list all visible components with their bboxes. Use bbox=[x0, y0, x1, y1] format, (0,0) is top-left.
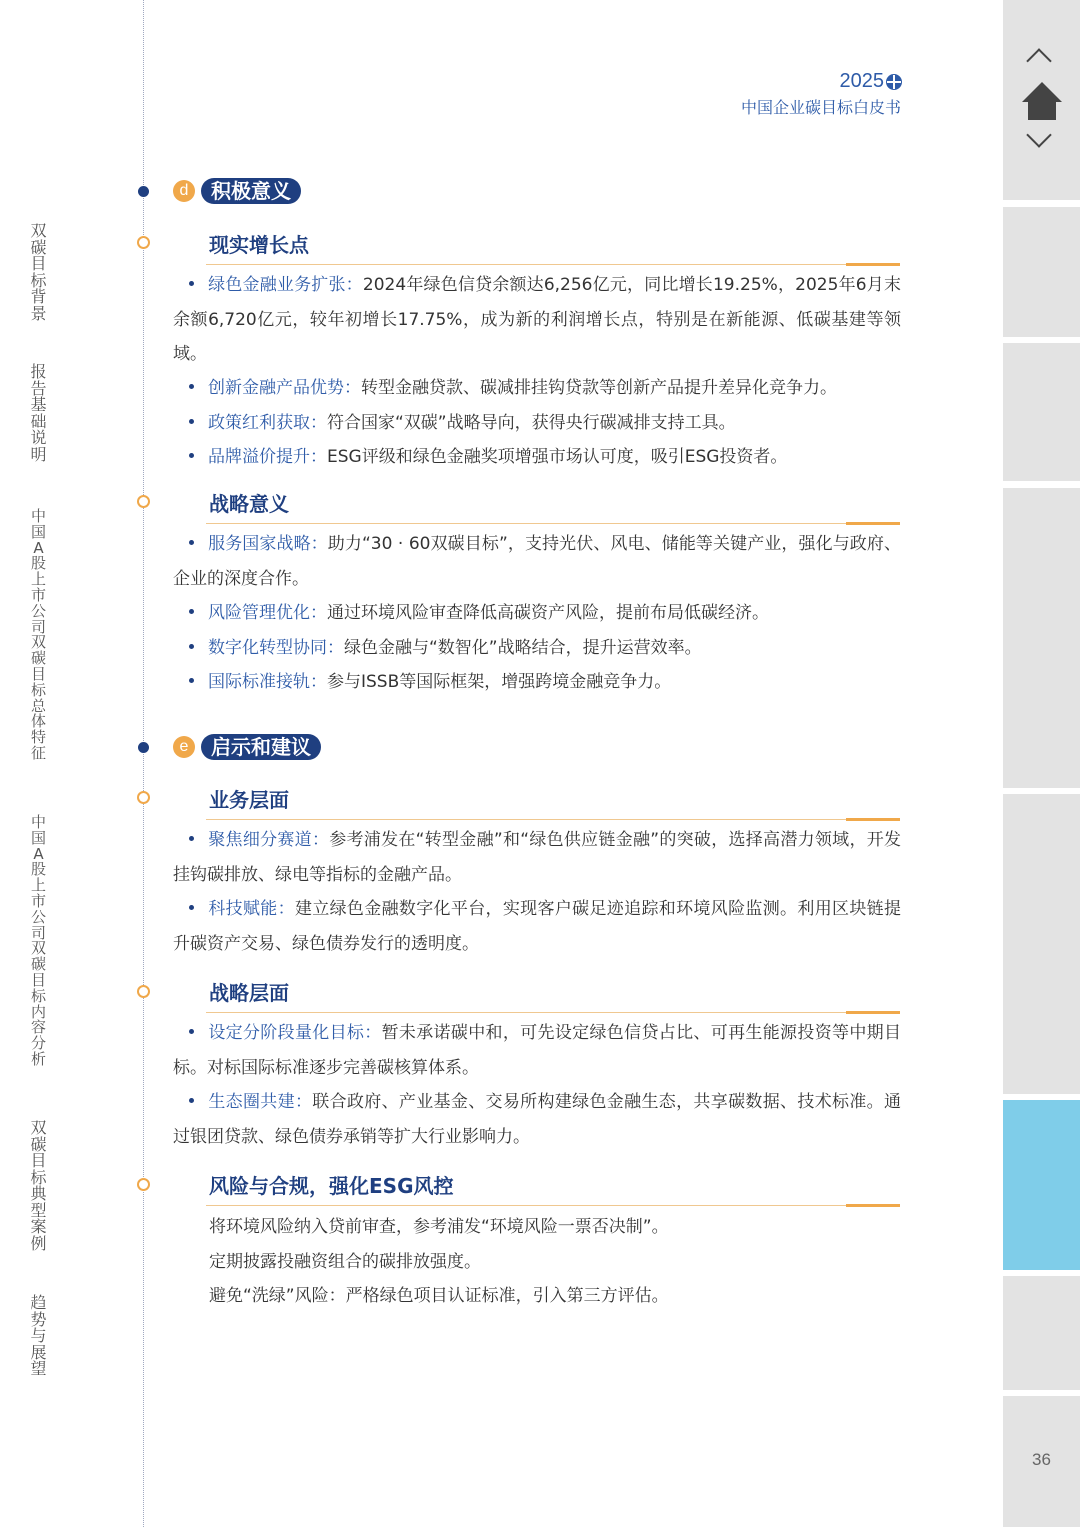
sidebar-tab-1[interactable]: 双 碳 目 标 背 景 bbox=[30, 221, 47, 323]
timeline-dot bbox=[138, 742, 149, 753]
timeline-dot bbox=[137, 791, 150, 804]
bullet-item: 品牌溢价提升：ESG评级和绿色金融奖项增强市场认可度，吸引ESG投资者。 bbox=[173, 440, 901, 475]
report-year: 2025 bbox=[840, 70, 903, 93]
sidebar-tab-background[interactable] bbox=[1003, 207, 1080, 337]
timeline-dot bbox=[137, 495, 150, 508]
subsection-rule bbox=[206, 264, 900, 265]
bullet-icon bbox=[189, 419, 194, 424]
bullet-item: 科技赋能：建立绿色金融数字化平台，实现客户碳足迹追踪和环境风险监测。利用区块链提升碳资产交易、绿色债券发行的透明度。 bbox=[173, 899, 902, 954]
section-heading-d bbox=[173, 178, 301, 204]
sidebar-tab-background[interactable] bbox=[1003, 488, 1080, 788]
page-number: 36 bbox=[1032, 1450, 1051, 1469]
section-heading-e bbox=[173, 734, 321, 760]
bullet-icon bbox=[189, 905, 194, 910]
bullet-icon bbox=[189, 609, 194, 614]
sidebar-tab-background[interactable] bbox=[1003, 343, 1080, 481]
bullet-icon bbox=[189, 836, 194, 841]
text-line: 将环境风险纳入贷前审查，参考浦发“环境风险一票否决制”。 bbox=[209, 1217, 669, 1237]
subsection-title: 战略意义 bbox=[209, 492, 289, 516]
timeline-dot bbox=[137, 1178, 150, 1191]
bullet-icon bbox=[189, 540, 194, 545]
bullet-item: 聚焦细分赛道：参考浦发在“转型金融”和“绿色供应链金融”的突破，选择高潜力领域，开发挂钩碳排放、绿电等指标的金融产品。 bbox=[173, 830, 902, 885]
globe-icon bbox=[886, 74, 902, 90]
bullet-item: 风险管理优化：通过环境风险审查降低高碳资产风险，提前布局低碳经济。 bbox=[173, 596, 901, 631]
bullet-item: 国际标准接轨：参与ISSB等国际框架，增强跨境金融竞争力。 bbox=[173, 665, 901, 700]
section-title: 启示和建议 bbox=[201, 734, 321, 760]
sidebar-tab-4[interactable]: 中 国 A 股 上 市 公 司 双 碳 目 标 内 容 分 析 bbox=[30, 813, 46, 1068]
subsection-rule bbox=[206, 523, 900, 524]
timeline-dot bbox=[137, 236, 150, 249]
bullet-icon bbox=[189, 453, 194, 458]
bullet-icon bbox=[189, 644, 194, 649]
bullet-item: 政策红利获取：符合国家“双碳”战略导向，获得央行碳减排支持工具。 bbox=[173, 406, 901, 441]
report-title: 中国企业碳目标白皮书 bbox=[740, 98, 901, 117]
bullet-item: 绿色金融业务扩张：2024年绿色信贷余额达6,256亿元，同比增长19.25%，2025年6月末余额6,720亿元，较年初增长17.75%，成为新的利润增长点，特别是在新能源、低碳基建等领域。 bbox=[173, 275, 901, 364]
subsection-title: 业务层面 bbox=[209, 788, 289, 812]
text-line: 定期披露投融资组合的碳排放强度。 bbox=[209, 1252, 481, 1272]
bullet-icon bbox=[189, 1098, 194, 1103]
bullet-item: 创新金融产品优势：转型金融贷款、碳减排挂钩贷款等创新产品提升差异化竞争力。 bbox=[173, 371, 901, 406]
subsection-title: 战略层面 bbox=[209, 981, 289, 1005]
bullet-item: 设定分阶段量化目标：暂未承诺碳中和，可先设定绿色信贷占比、可再生能源投资等中期目标。对标国际标准逐步完善碳核算体系。 bbox=[173, 1023, 902, 1078]
sidebar-tab-2[interactable]: 报 告 基 础 说 明 bbox=[30, 362, 47, 464]
subsection-rule bbox=[206, 819, 900, 820]
subsection-title: 现实增长点 bbox=[209, 233, 309, 257]
sidebar-tab-background[interactable] bbox=[1003, 794, 1080, 1094]
bullet-icon bbox=[189, 384, 194, 389]
timeline-dot bbox=[138, 186, 149, 197]
timeline-line bbox=[143, 0, 144, 1527]
sidebar-tab-background-active[interactable] bbox=[1003, 1100, 1080, 1270]
section-title: 积极意义 bbox=[201, 178, 301, 204]
bullet-icon bbox=[189, 678, 194, 683]
bullet-item: 服务国家战略：助力“30 · 60双碳目标”，支持光伏、风电、储能等关键产业，强化与政府、企业的深度合作。 bbox=[173, 534, 901, 589]
home-icon[interactable] bbox=[1020, 80, 1064, 122]
bullet-icon bbox=[189, 1029, 194, 1034]
subsection-rule bbox=[206, 1012, 900, 1013]
sidebar-tab-6[interactable]: 趋 势 与 展 望 bbox=[30, 1293, 47, 1378]
subsection-rule bbox=[206, 1205, 900, 1206]
sidebar-tab-background[interactable] bbox=[1003, 1276, 1080, 1390]
sidebar-tab-5[interactable]: 双 碳 目 标 典 型 案 例 bbox=[30, 1118, 47, 1253]
bullet-icon bbox=[189, 281, 194, 286]
sidebar-tab-3[interactable]: 中 国 A 股 上 市 公 司 双 碳 目 标 总 体 特 征 bbox=[30, 507, 46, 762]
section-letter: d bbox=[173, 180, 195, 202]
text-line: 避免“洗绿”风险：严格绿色项目认证标准，引入第三方评估。 bbox=[209, 1286, 669, 1306]
bullet-item: 生态圈共建：联合政府、产业基金、交易所构建绿色金融生态，共享碳数据、技术标准。通过银团贷款、绿色债券承销等扩大行业影响力。 bbox=[173, 1092, 902, 1147]
subsection-title: 风险与合规，强化ESG风控 bbox=[209, 1174, 454, 1198]
bullet-item: 数字化转型协同：绿色金融与“数智化”战略结合，提升运营效率。 bbox=[173, 631, 901, 666]
section-letter: e bbox=[173, 736, 195, 758]
timeline-dot bbox=[137, 985, 150, 998]
